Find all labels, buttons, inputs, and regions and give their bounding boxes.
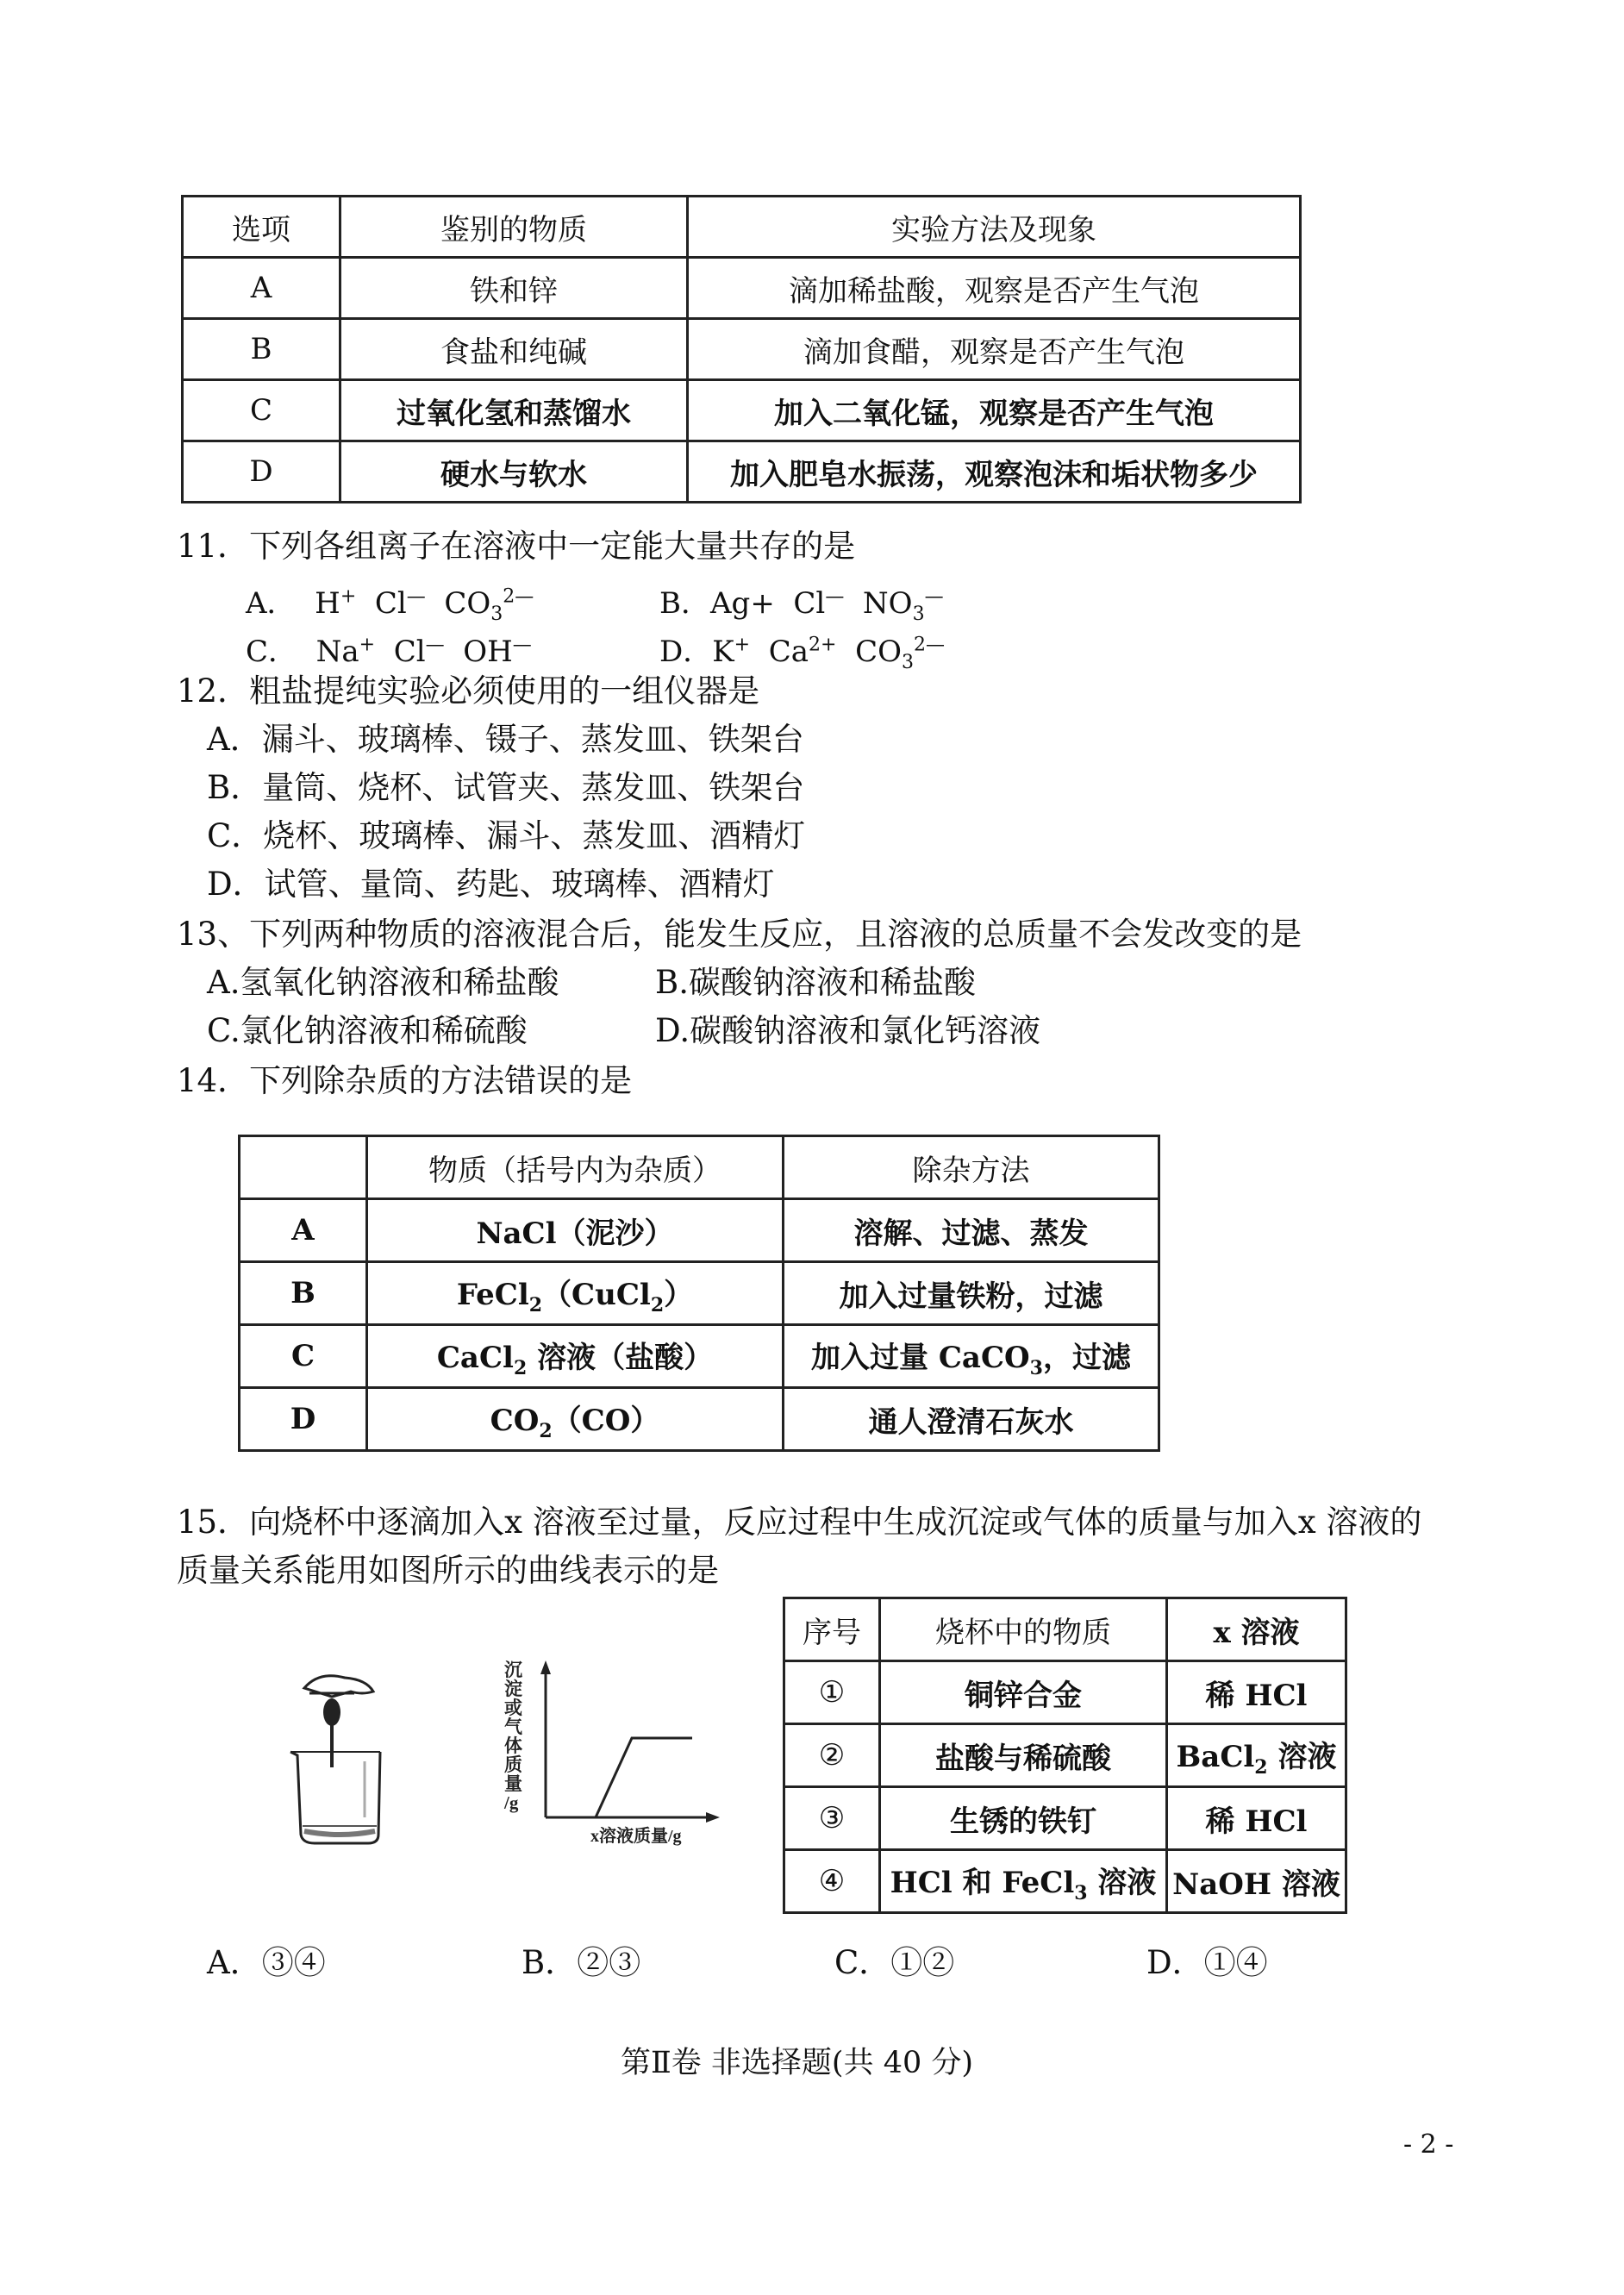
q15-stem-line1: 15．向烧杯中逐滴加入x 溶液至过量，反应过程中生成沉淀或气体的质量与加入x 溶液的 bbox=[177, 1504, 1422, 1541]
q15-option-d: D．①④ bbox=[1146, 1944, 1268, 1981]
row-method: 滴加稀盐酸，观察是否产生气泡 bbox=[688, 258, 1301, 319]
q14-stem: 14．下列除杂质的方法错误的是 bbox=[177, 1062, 633, 1099]
row-method: 加入二氧化锰，观察是否产生气泡 bbox=[688, 380, 1301, 441]
q11-option-a-label: A． bbox=[246, 586, 297, 621]
y-axis-label bbox=[503, 1660, 522, 1813]
section-title: 第Ⅱ卷 非选择题(共 40 分) bbox=[621, 2046, 974, 2080]
table-row bbox=[240, 1325, 1159, 1388]
row-option: D bbox=[240, 1388, 367, 1451]
row-option: C bbox=[183, 380, 340, 441]
q11-option-c: C． Na+ Cl— OH— bbox=[246, 634, 532, 669]
row-substance: 过氧化氢和蒸馏水 bbox=[340, 380, 688, 441]
row-number: ① bbox=[784, 1661, 880, 1724]
q11-option-d: D．K+ $Ca^{2+}$ $CO_3^{2—}$ bbox=[659, 634, 945, 673]
table-row bbox=[784, 1724, 1346, 1787]
row-substance: NaCl（泥沙） bbox=[367, 1199, 784, 1262]
table-row bbox=[240, 1262, 1159, 1325]
identification-table bbox=[181, 195, 1302, 503]
header-x-solution: x 溶液 bbox=[1167, 1598, 1346, 1661]
svg-text:沉: 沉 bbox=[504, 1660, 522, 1680]
row-method: 加入过量铁粉，过滤 bbox=[784, 1262, 1159, 1325]
q12-option-d: D．试管、量筒、药匙、玻璃棒、酒精灯 bbox=[207, 866, 775, 903]
row-option: D bbox=[183, 441, 340, 503]
beaker-dropper-illustration bbox=[272, 1662, 401, 1852]
header-method: 除杂方法 bbox=[784, 1136, 1159, 1199]
q13-option-c: C.氯化钠溶液和稀硫酸 bbox=[207, 1012, 528, 1049]
row-number: ③ bbox=[784, 1787, 880, 1850]
q13-option-d: D.碳酸钠溶液和氯化钙溶液 bbox=[655, 1012, 1041, 1049]
q13-stem: 13、下列两种物质的溶液混合后，能发生反应，且溶液的总质量不会发改变的是 bbox=[177, 916, 1302, 953]
table-header-row bbox=[183, 197, 1301, 258]
mass-curve-graph bbox=[496, 1655, 728, 1862]
row-option: C bbox=[240, 1325, 367, 1388]
y-axis-arrow-icon bbox=[540, 1660, 551, 1674]
row-beaker: HCl 和 FeCl$_3$ 溶液 bbox=[880, 1850, 1167, 1913]
row-option: A bbox=[183, 258, 340, 319]
table-row bbox=[240, 1388, 1159, 1451]
table-header-row bbox=[240, 1136, 1159, 1199]
q13-option-b: B.碳酸钠溶液和稀盐酸 bbox=[655, 964, 976, 1001]
svg-text:淀: 淀 bbox=[504, 1679, 522, 1699]
row-method: 溶解、过滤、蒸发 bbox=[784, 1199, 1159, 1262]
svg-text:气: 气 bbox=[504, 1717, 522, 1737]
table-row bbox=[183, 319, 1301, 380]
svg-text:或: 或 bbox=[504, 1698, 522, 1718]
row-method: 滴加食醋，观察是否产生气泡 bbox=[688, 319, 1301, 380]
header-substance: 鉴别的物质 bbox=[340, 197, 688, 258]
row-substance: 硬水与软水 bbox=[340, 441, 688, 503]
x-axis-arrow-icon bbox=[706, 1812, 720, 1823]
svg-text:质: 质 bbox=[504, 1754, 522, 1775]
q11-option-c-label: C． bbox=[246, 635, 298, 669]
q12-stem: 12．粗盐提纯实验必须使用的一组仪器是 bbox=[177, 672, 760, 710]
row-option: B bbox=[240, 1262, 367, 1325]
impurity-table bbox=[238, 1135, 1160, 1452]
q11-option-b: B．Ag+ Cl— $NO_3^—$ bbox=[659, 585, 944, 625]
q13-option-a: A.氢氧化钠溶液和稀盐酸 bbox=[207, 964, 559, 1001]
table-row bbox=[784, 1850, 1346, 1913]
q15-option-c: C．①② bbox=[834, 1944, 955, 1981]
q15-option-b: B．②③ bbox=[522, 1944, 641, 1981]
row-option: B bbox=[183, 319, 340, 380]
row-beaker: 铜锌合金 bbox=[880, 1661, 1167, 1724]
q11-option-a: A． H+ Cl— $CO_3^{2—}$ bbox=[246, 585, 534, 625]
q12-option-a: A．漏斗、玻璃棒、镊子、蒸发皿、铁架台 bbox=[207, 721, 804, 758]
row-x-solution: BaCl$_2$ 溶液 bbox=[1167, 1724, 1346, 1787]
row-substance: 食盐和纯碱 bbox=[340, 319, 688, 380]
header-method: 实验方法及现象 bbox=[688, 197, 1301, 258]
row-option: A bbox=[240, 1199, 367, 1262]
table-row bbox=[784, 1661, 1346, 1724]
header-blank bbox=[240, 1136, 367, 1199]
row-substance: 铁和锌 bbox=[340, 258, 688, 319]
table-header-row bbox=[784, 1598, 1346, 1661]
row-method: 加入肥皂水振荡，观察泡沫和垢状物多少 bbox=[688, 441, 1301, 503]
row-method: 通人澄清石灰水 bbox=[784, 1388, 1159, 1451]
header-number: 序号 bbox=[784, 1598, 880, 1661]
q11-option-b-label: B． bbox=[659, 586, 710, 621]
table-row bbox=[784, 1787, 1346, 1850]
page-number: - 2 - bbox=[1403, 2129, 1454, 2160]
row-x-solution: NaOH 溶液 bbox=[1167, 1850, 1346, 1913]
table-row bbox=[183, 380, 1301, 441]
row-beaker: 生锈的铁钉 bbox=[880, 1787, 1167, 1850]
q15-stem-line2: 质量关系能用如图所示的曲线表示的是 bbox=[177, 1552, 719, 1589]
table-row bbox=[183, 258, 1301, 319]
header-substance: 物质（括号内为杂质） bbox=[367, 1136, 784, 1199]
svg-text:/g: /g bbox=[504, 1792, 519, 1813]
svg-text:体: 体 bbox=[504, 1735, 522, 1756]
q11-stem: 11．下列各组离子在溶液中一定能大量共存的是 bbox=[177, 528, 856, 565]
q15-table bbox=[783, 1597, 1347, 1914]
table-row bbox=[240, 1199, 1159, 1262]
row-substance: FeCl$_2$（CuCl$_2$） bbox=[367, 1262, 784, 1325]
row-number: ④ bbox=[784, 1850, 880, 1913]
row-method: 加入过量 CaCO$_3$，过滤 bbox=[784, 1325, 1159, 1388]
q12-option-c: C．烧杯、玻璃棒、漏斗、蒸发皿、酒精灯 bbox=[207, 817, 806, 854]
row-beaker: 盐酸与稀硫酸 bbox=[880, 1724, 1167, 1787]
q15-option-a: A．③④ bbox=[207, 1944, 326, 1981]
q11-option-d-label: D． bbox=[659, 635, 713, 669]
row-substance: $CO_2(CO)$ bbox=[367, 1388, 784, 1451]
header-option: 选项 bbox=[183, 197, 340, 258]
svg-text:量: 量 bbox=[504, 1773, 522, 1794]
table-row bbox=[183, 441, 1301, 503]
q12-option-b: B．量筒、烧杯、试管夹、蒸发皿、铁架台 bbox=[207, 769, 805, 806]
row-x-solution: 稀 HCl bbox=[1167, 1661, 1346, 1724]
row-x-solution: 稀 HCl bbox=[1167, 1787, 1346, 1850]
curve-line bbox=[596, 1738, 692, 1817]
row-substance: CaCl$_2$ 溶液（盐酸） bbox=[367, 1325, 784, 1388]
row-number: ② bbox=[784, 1724, 880, 1787]
x-axis-label: x溶液质量/g bbox=[590, 1827, 682, 1846]
header-beaker: 烧杯中的物质 bbox=[880, 1598, 1167, 1661]
